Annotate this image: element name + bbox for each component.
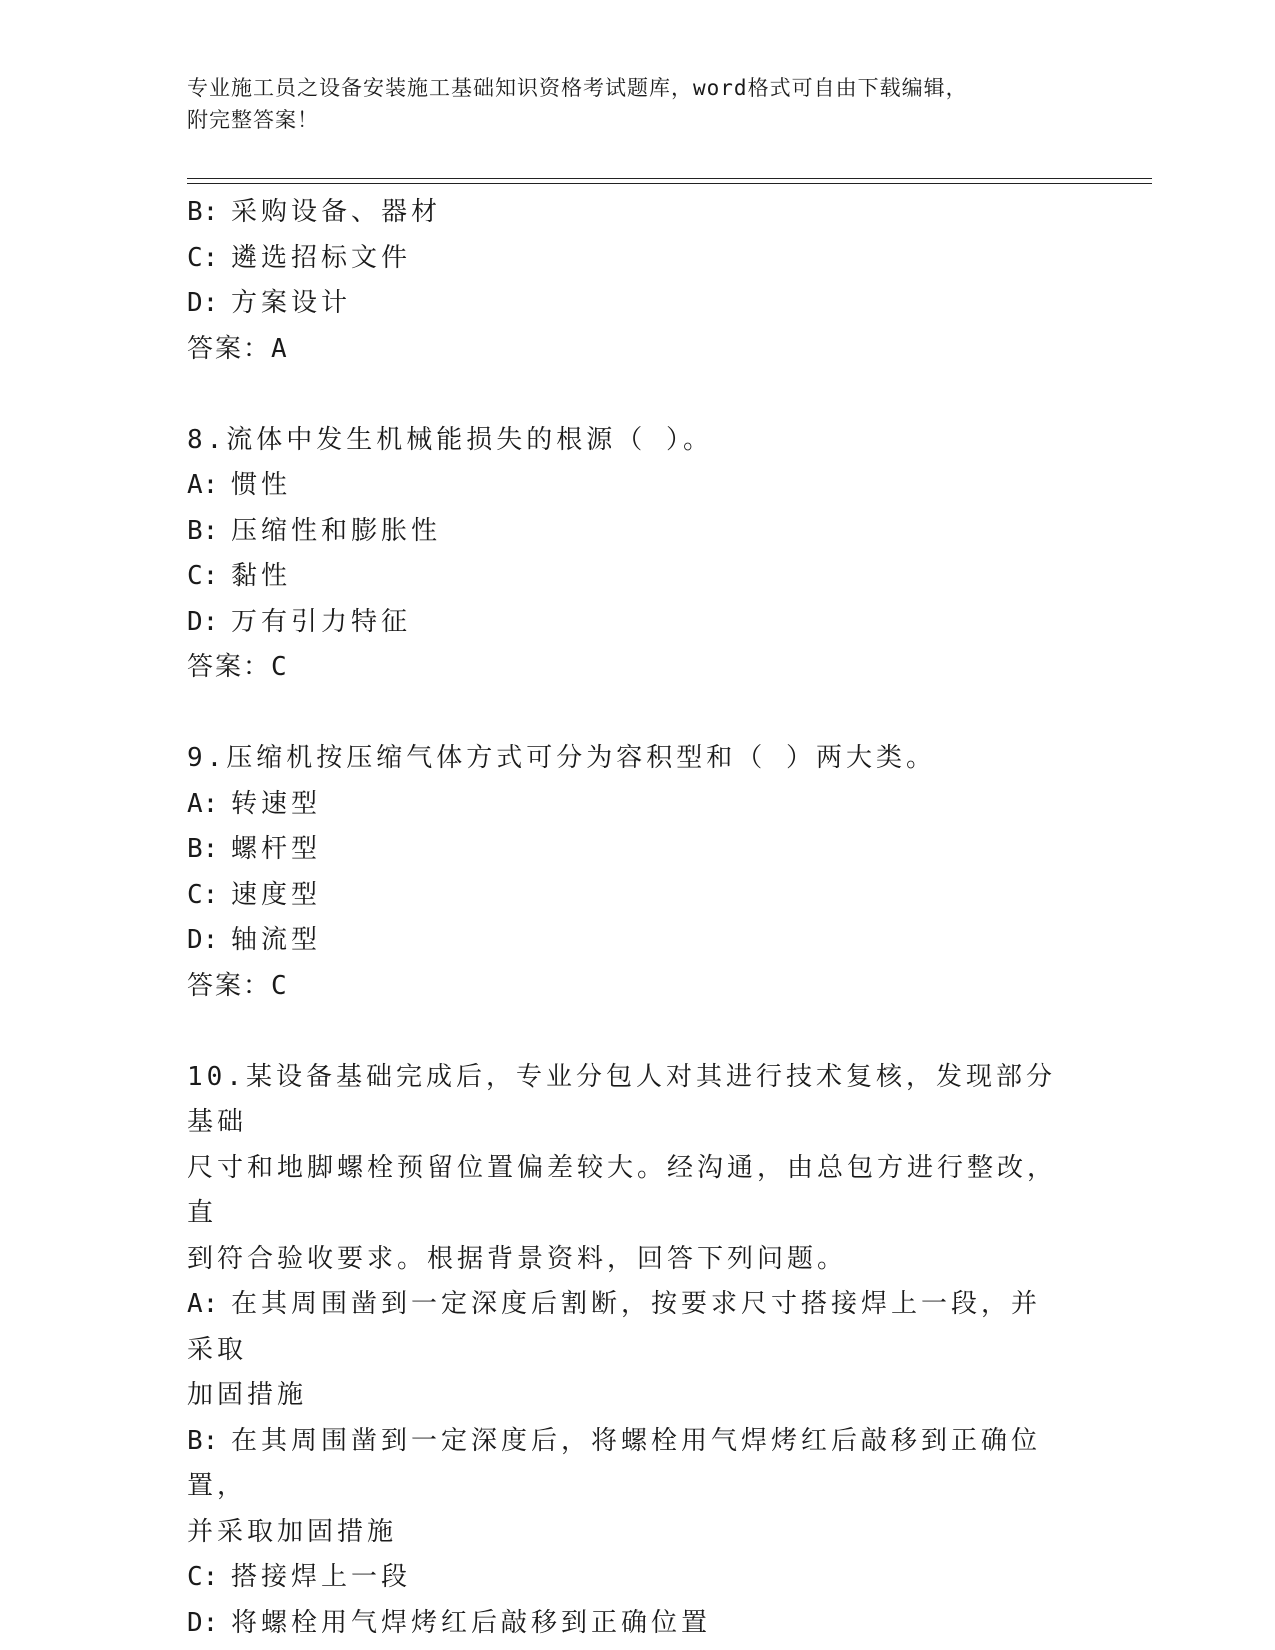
header-divider-top <box>187 178 1152 179</box>
option-key: A: <box>187 788 219 819</box>
option-b <box>187 190 1067 236</box>
option-key: C: <box>187 879 219 910</box>
option-c <box>187 236 1067 282</box>
option-key: B: <box>187 515 219 546</box>
option-text: 万有引力特征 <box>231 606 412 637</box>
question-list <box>187 190 1067 1646</box>
header-line-2: 附完整答案！ <box>187 108 319 132</box>
option-c <box>187 554 1067 600</box>
spacer <box>187 691 1067 737</box>
question-7 <box>187 190 1067 372</box>
option-text: 在其周围凿到一定深度后，将螺栓用气焊烤红后敲移到正确位置， <box>187 1425 1042 1501</box>
option-text: 速度型 <box>231 879 322 910</box>
option-d <box>187 600 1067 646</box>
option-a <box>187 463 1067 509</box>
option-key: D: <box>187 606 219 637</box>
option-text: 遴选招标文件 <box>231 242 412 273</box>
answer: 答案：C <box>187 970 289 1001</box>
header-divider-bottom <box>187 183 1152 184</box>
option-text: 黏性 <box>231 561 292 591</box>
option-key: C: <box>187 242 219 273</box>
question-10 <box>187 1055 1067 1647</box>
option-b-continued: 并采取加固措施 <box>187 1516 398 1547</box>
option-key: C: <box>187 1562 219 1592</box>
option-a-continued: 加固措施 <box>187 1380 308 1410</box>
option-key: D: <box>187 925 219 955</box>
option-key: D: <box>187 288 219 318</box>
option-key: B: <box>187 197 219 227</box>
option-d <box>187 1601 1067 1647</box>
option-text: 将螺栓用气焊烤红后敲移到正确位置 <box>231 1607 712 1638</box>
option-key: B: <box>187 1425 219 1456</box>
option-c <box>187 873 1067 919</box>
question-8 <box>187 418 1067 691</box>
answer: 答案：A <box>187 333 289 364</box>
question-9 <box>187 736 1067 1009</box>
question-stem: 8.流体中发生机械能损失的根源（ ）。 <box>187 424 713 455</box>
option-key: D: <box>187 1607 219 1638</box>
option-a <box>187 1282 1067 1373</box>
question-stem-line: 到符合验收要求。根据背景资料，回答下列问题。 <box>187 1243 848 1274</box>
option-text: 压缩性和膨胀性 <box>231 515 442 546</box>
option-text: 轴流型 <box>231 925 322 955</box>
spacer <box>187 1009 1067 1055</box>
question-stem-line: 10.某设备基础完成后，专业分包人对其进行技术复核，发现部分基础 <box>187 1061 1056 1137</box>
option-b <box>187 509 1067 555</box>
option-key: C: <box>187 561 219 591</box>
spacer <box>187 372 1067 418</box>
question-stem: 9.压缩机按压缩气体方式可分为容积型和（ ）两大类。 <box>187 743 936 773</box>
answer: 答案：C <box>187 652 289 682</box>
option-text: 方案设计 <box>231 288 352 318</box>
option-text: 转速型 <box>231 788 322 819</box>
option-d <box>187 281 1067 327</box>
option-text: 在其周围凿到一定深度后割断，按要求尺寸搭接焊上一段，并采取 <box>187 1289 1042 1365</box>
question-stem-line: 尺寸和地脚螺栓预留位置偏差较大。经沟通，由总包方进行整改，直 <box>187 1152 1058 1228</box>
document-header <box>187 72 1067 136</box>
option-c <box>187 1555 1067 1601</box>
option-a <box>187 782 1067 828</box>
option-text: 采购设备、器材 <box>231 197 442 227</box>
option-b <box>187 1419 1067 1510</box>
option-key: A: <box>187 1289 219 1319</box>
option-text: 搭接焊上一段 <box>231 1562 412 1592</box>
option-b <box>187 827 1067 873</box>
option-key: B: <box>187 834 219 864</box>
option-key: A: <box>187 470 219 500</box>
header-line-1: 专业施工员之设备安装施工基础知识资格考试题库，word格式可自由下载编辑， <box>187 76 968 100</box>
option-text: 螺杆型 <box>231 834 322 864</box>
option-text: 惯性 <box>231 470 292 500</box>
option-d <box>187 918 1067 964</box>
